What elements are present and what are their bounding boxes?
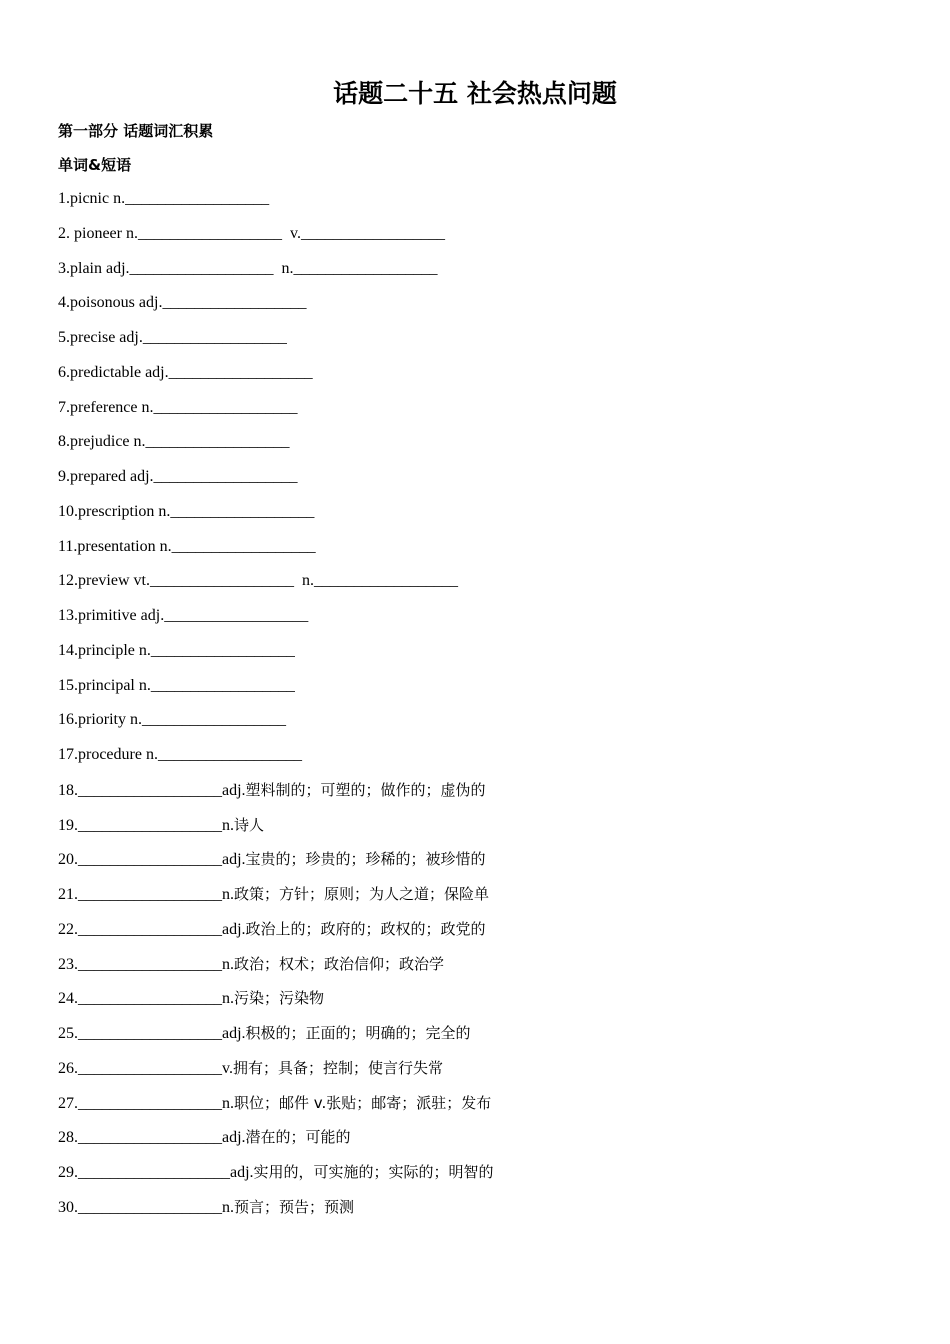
vocab-item	[58, 917, 494, 952]
vocab-item-text: 29.___________________adj.	[58, 1164, 254, 1181]
vocab-item-meaning: 诗人	[234, 815, 265, 834]
vocab-item	[58, 743, 494, 778]
vocab-item-text: 22.__________________adj.	[58, 920, 246, 938]
vocab-item-text: 2. pioneer n.__________________ v.__________________	[58, 224, 445, 242]
vocab-item-text: 10.prescription n.__________________	[58, 502, 315, 520]
vocab-item-text: 12.preview vt.__________________ n.__________________	[58, 572, 458, 590]
vocab-item	[58, 778, 494, 813]
vocab-item-text: 11.presentation n.__________________	[58, 537, 316, 555]
vocab-item-meaning: 塑料制的；可塑的；做作的；虚伪的	[245, 780, 486, 799]
vocab-item-text: 27.__________________n.	[58, 1094, 234, 1112]
vocab-item	[58, 291, 494, 326]
vocab-item	[58, 1160, 494, 1195]
vocab-item	[58, 813, 494, 848]
vocab-item	[58, 430, 494, 465]
vocab-item-text: 9.prepared adj.__________________	[58, 468, 298, 485]
vocab-item	[58, 569, 494, 604]
vocab-item	[58, 952, 494, 987]
vocab-item	[58, 1056, 494, 1091]
vocab-item	[58, 500, 494, 535]
vocab-item	[58, 674, 494, 709]
vocab-item-text: 21.__________________n.	[58, 886, 234, 903]
vocab-item-meaning: 拥有；具备；控制；使言行失常	[232, 1058, 443, 1077]
vocab-item-meaning: 政治上的；政府的；政权的；政党的	[245, 919, 486, 938]
vocab-item	[58, 222, 494, 257]
vocab-item	[58, 396, 494, 431]
vocab-item-text: 23.__________________n.	[58, 955, 234, 973]
part-heading: 第一部分 话题词汇积累	[58, 122, 214, 140]
vocab-item-text: 25.__________________adj.	[58, 1025, 246, 1042]
vocab-item	[58, 1091, 494, 1126]
page-title: 话题二十五 社会热点问题	[333, 79, 617, 108]
vocab-item-meaning: 积极的；正面的；明确的；完全的	[245, 1024, 471, 1042]
vocab-item	[58, 986, 494, 1021]
vocab-item-text: 19.__________________n.	[58, 816, 234, 834]
vocab-item-meaning: 潜在的；可能的	[245, 1128, 351, 1147]
vocab-item	[58, 639, 494, 674]
vocab-item	[58, 326, 494, 361]
vocab-item-text: 13.primitive adj.__________________	[58, 607, 309, 624]
vocab-item-text: 16.priority n.__________________	[58, 711, 286, 729]
vocab-item-text: 18.__________________adj.	[58, 781, 246, 799]
vocab-item	[58, 187, 494, 222]
vocab-item	[58, 465, 494, 500]
vocab-item-meaning: 实用的，可实施的；实际的；明智的	[253, 1163, 494, 1181]
vocab-item-text: 7.preference n.__________________	[58, 398, 298, 416]
vocab-item-text: 17.procedure n.__________________	[58, 746, 302, 763]
vocab-item	[58, 847, 494, 882]
vocab-item-text: 5.precise adj.__________________	[58, 329, 287, 346]
vocab-item	[58, 604, 494, 639]
vocab-item-text: 30.__________________n.	[58, 1198, 234, 1216]
vocab-item	[58, 257, 494, 292]
vocab-item-text: 15.principal n.__________________	[58, 676, 295, 694]
vocab-item-text: 24.__________________n.	[58, 990, 234, 1008]
vocab-item	[58, 1021, 494, 1056]
vocab-item-text: 3.plain adj.__________________ n.__________________	[58, 259, 438, 277]
vocab-item-text: 20.__________________adj.	[58, 851, 246, 869]
vocab-item-meaning: 政策；方针；原则；为人之道；保险单	[234, 885, 490, 903]
vocab-item-text: 4.poisonous adj.__________________	[58, 294, 307, 312]
vocab-item-meaning: 职位；邮件 v.张贴；邮寄；派驻；发布	[234, 1093, 492, 1112]
vocab-item-text: 1.picnic n.__________________	[58, 190, 270, 207]
vocab-item-meaning: 预言；预告；预测	[234, 1197, 355, 1216]
vocab-item-meaning: 宝贵的；珍贵的；珍稀的；被珍惜的	[245, 850, 486, 869]
vocab-item	[58, 882, 494, 917]
vocab-item	[58, 535, 494, 570]
vocab-item	[58, 361, 494, 396]
vocab-item	[58, 1125, 494, 1160]
vocab-item-text: 14.principle n.__________________	[58, 641, 295, 659]
vocab-item-meaning: 污染；污染物	[234, 989, 325, 1008]
vocab-item	[58, 708, 494, 743]
vocab-item-text: 26.__________________v.	[58, 1059, 233, 1077]
vocab-item	[58, 1195, 494, 1230]
vocabulary-list	[58, 187, 494, 1230]
vocab-item-text: 8.prejudice n.__________________	[58, 433, 290, 451]
sub-heading: 单词&短语	[58, 156, 132, 174]
vocab-item-meaning: 政治；权术；政治信仰；政治学	[234, 954, 445, 973]
vocab-item-text: 6.predictable adj.__________________	[58, 363, 313, 381]
vocab-item-text: 28.__________________adj.	[58, 1129, 246, 1147]
